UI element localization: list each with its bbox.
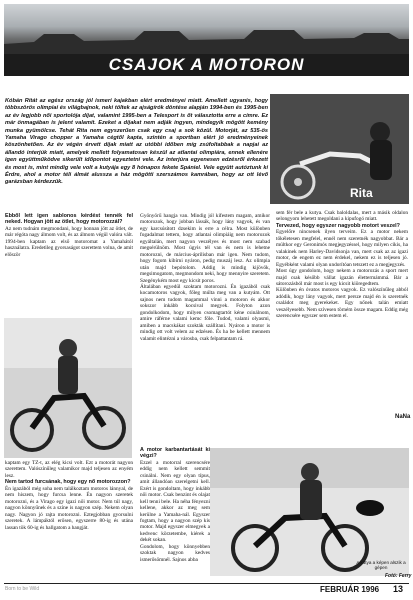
footer-logo-text: Born to be Wild [5,586,40,592]
answer-3-tail: sem fér bele a kutya. Csak baloldalas, mert a másik oldalon selongyom lehetett megoldani a kipufogó miatt. [276,210,408,223]
answer-2: Én igazából még soha nem találkoztam motoros lánnyal, de nem hiszem, hogy furcsa lenne. Én nagyon szeretek motorozni, és a Virago egy igazi női motor. Nem túl nagy, nagyon könnyűnek és a színe is nagyon szép. Nekem olyan nagy. Nagyon jó rajta motorozni. Eztegjobban gyorsulni szeretek. A lámpáktól erősen, egyszerre 80-ig és utána lassan tök 60-ig és hallgatom a hangját. [5,485,133,531]
photo-label-rita: Rita [350,186,373,200]
article-title: CSAJOK A MOTORON [108,55,305,74]
header-landscape-photo [4,4,409,54]
motorcycle-photo-left [4,318,132,458]
question-3: A motor karbantartását ki végzi? [140,447,210,460]
question-1: Ebből lett igen sablonos kérdést tennék fel neked. Hogyan jött az ötlet, hogy motorozzál? [5,213,133,226]
footer-issue-date: FEBRUÁR 1996 [320,585,380,594]
photo-caption: A kutya a képen alszik a gépen [356,560,406,571]
photo-credit: Fotó: Ferry [385,573,412,579]
footer-divider [4,583,409,584]
article-title-bar [4,54,409,76]
column-2 [140,213,270,342]
question-4: Tervezed, hogy egyszer nagyobb motort veszel? [276,222,400,229]
answer-1-cont: kaptam egy TZ-t, az elég kicsi volt. Ezt a motorát nagyon szerettem. Valószínűleg valamikor majd teljesen az enyém lesz. [5,460,133,479]
column-3 [276,210,408,320]
answer-1: Az nem tudnám megmondani, hogy honnan jött az ötlet, de már régóta nagy álmom volt, és az álmom végül valóra vált. 1994-ben kaptam az első motoromat a Yamahától használatra. Eredetileg gyorsaságot szerettem volna, de amit először [5,225,133,258]
question-2: Nem tartod furcsának, hogy egy nő motorozzon? [5,479,131,486]
answer-4c: Különben én óvatos motoros vagyok. Ez valószínűleg abból adódik, hogy lány vagyok, mert persze majd én is szeretnék családot meg gyerekeket. Egy nőnek talán emiatt veszélyesebb. Nem szívesen törném össze magam. Eddig még szerencsére egyszer sem estem el. [276,287,408,320]
rita-motorcycle-photo [270,94,409,204]
rita-with-dog-photo [210,448,409,576]
answer-3: Ezzel a motorral szerencsére eddig nem kellett semmit csinálni. Nem egy olyan típus, amit állandóan szerelgetni kell. Ezért is gondoltam, hogy inkább női motor. Csak benzint és olajat kell tenni bele. Ha néha fényezni kellene, akkor az meg sem kerülne a Yamaha-nál. Egyszer fogtam, hogy a nagyon szép kis motor. Majd egyszer elmegyek a kedvenc körzetembe, kiérek a dekét sokan. [140,459,210,544]
answer-4b: Most úgy gondolom, hogy nekem a motorozás a sport mert majd csak később vállat igazán élettermámmá. Bár a sátorozásból már most is egy kicsit kiöregedtem. [276,268,408,287]
intro-paragraph: Kóbán Ritát az egész ország jól ismeri kajakban elért eredményei miatt. Amellett ugyanis, hogy többszörös olimpiai és világbajnok, neki töltek az ajságírók döntése alapján 1994-ben és 1995-ben az év legjobb női sportolója díjat, valamint 1995-ben a Telesport is őt választotta erre a címre. Ez már önmagában is jelent valamit. Ezeket a díjakat nem adják ingyen, mindegyik mögött kemény munka gyümölcse. Tehát Rita nem egyszerűen csak egy csaj a sok közül. Motorját, az 535-ös Yamaha Virago chopper a Yamaha cégtől kapta, szintén a sportban elért jó eredményeinek köszönhetően. Az év végén érvett díjak miatt az utóbbi időben míg zsúfoltabbak a napjai az állandó interjúk miatt, amelyek mellett folyamatosan készül az atlantai olimpiára, ennek ellenére igen együttműködve sikerült időpontot egyeztetni vele. Az interjúra egyenesen edzésről érkezett és most is, mint mindig vele volt a kutyája egy 8 hónapos fekete Spániel. Vele együtt autóztunk ki Érdre, ahol a motor téli álmát alussza a ház mögötti szerszámos kamrában, hogy az ott lévő garázsban kérdezzük. [5,98,268,186]
answer-3-cont: Gondolom, hogy könnyebben szoktak nagyon kedves ismerősömnél. Sajnos abba [140,543,210,563]
page-number: 13 [393,584,404,594]
column-1-bottom [5,460,133,531]
column-2-bottom [140,447,210,563]
answer-2-cont: Gyönyörű hangja van. Mindig jól kifestem magam, amikor motorozok, hogy jobban lássák, hogy lány vagyok, és van egy karcsúsított dzsekim is erre a célra. Most különben fogadalmat tettem, hogy atlantai olimpiáig nem motorozok egyáltalán, mert nagyon veszélyes és most nem szabad megsérülnöm. Most úgyis tél van és nem is lehetne motorozni, de március-áprilisban már igen. Nem tudom, hogy fogom kibírni nyáron, pedig muszáj lesz. Az olimpia után majd bepótolom. Addig is mindig kijövök, megsimogatom, megmondom neki, hogy mennyire szeretem. Szegénykém most egy kicsit poros. [140,213,270,284]
answer-4: Egyelőre nincsenek ilyen terveim. Ez a motor nekem tökéletesen megfelel, ennél nem szeretnék nagyobbat. Bár a múltkor egy Geronimós megjegyzéssel, hogy milyen cikis, ha valakinek nem Harley-Davidsonja van, mert csak az az igazi motor, de engem ez nem érdekel, nekem ez is teljesen jó. Egyébként valami olyan undorítóan tetszett ez a megjegyzés. [276,229,408,268]
answer-2b: Általában egyedül szoktam motorozni. Én igazából csak kocamotoros vagyok, főleg múlta meg van a kutyám. Ott sajnos nem tudom magammal vinni a motoron és akkor sokszor inkább kocsival megyek. Folyton azon gondolkodom, hogy milyen csomagtartót kéne csinálnom, amire ráférne valami kemc föle. Tudod, valami olyasmi, amiben a macskákat szokták szállítani. Nyáron a motor is mindig ott volt velem az edzésen. És ha be kellett mennem valamit elintézni a városba, csak felpattantam rá. [140,283,270,342]
author-signature: NaNa [395,414,411,420]
column-1-top [5,213,133,258]
